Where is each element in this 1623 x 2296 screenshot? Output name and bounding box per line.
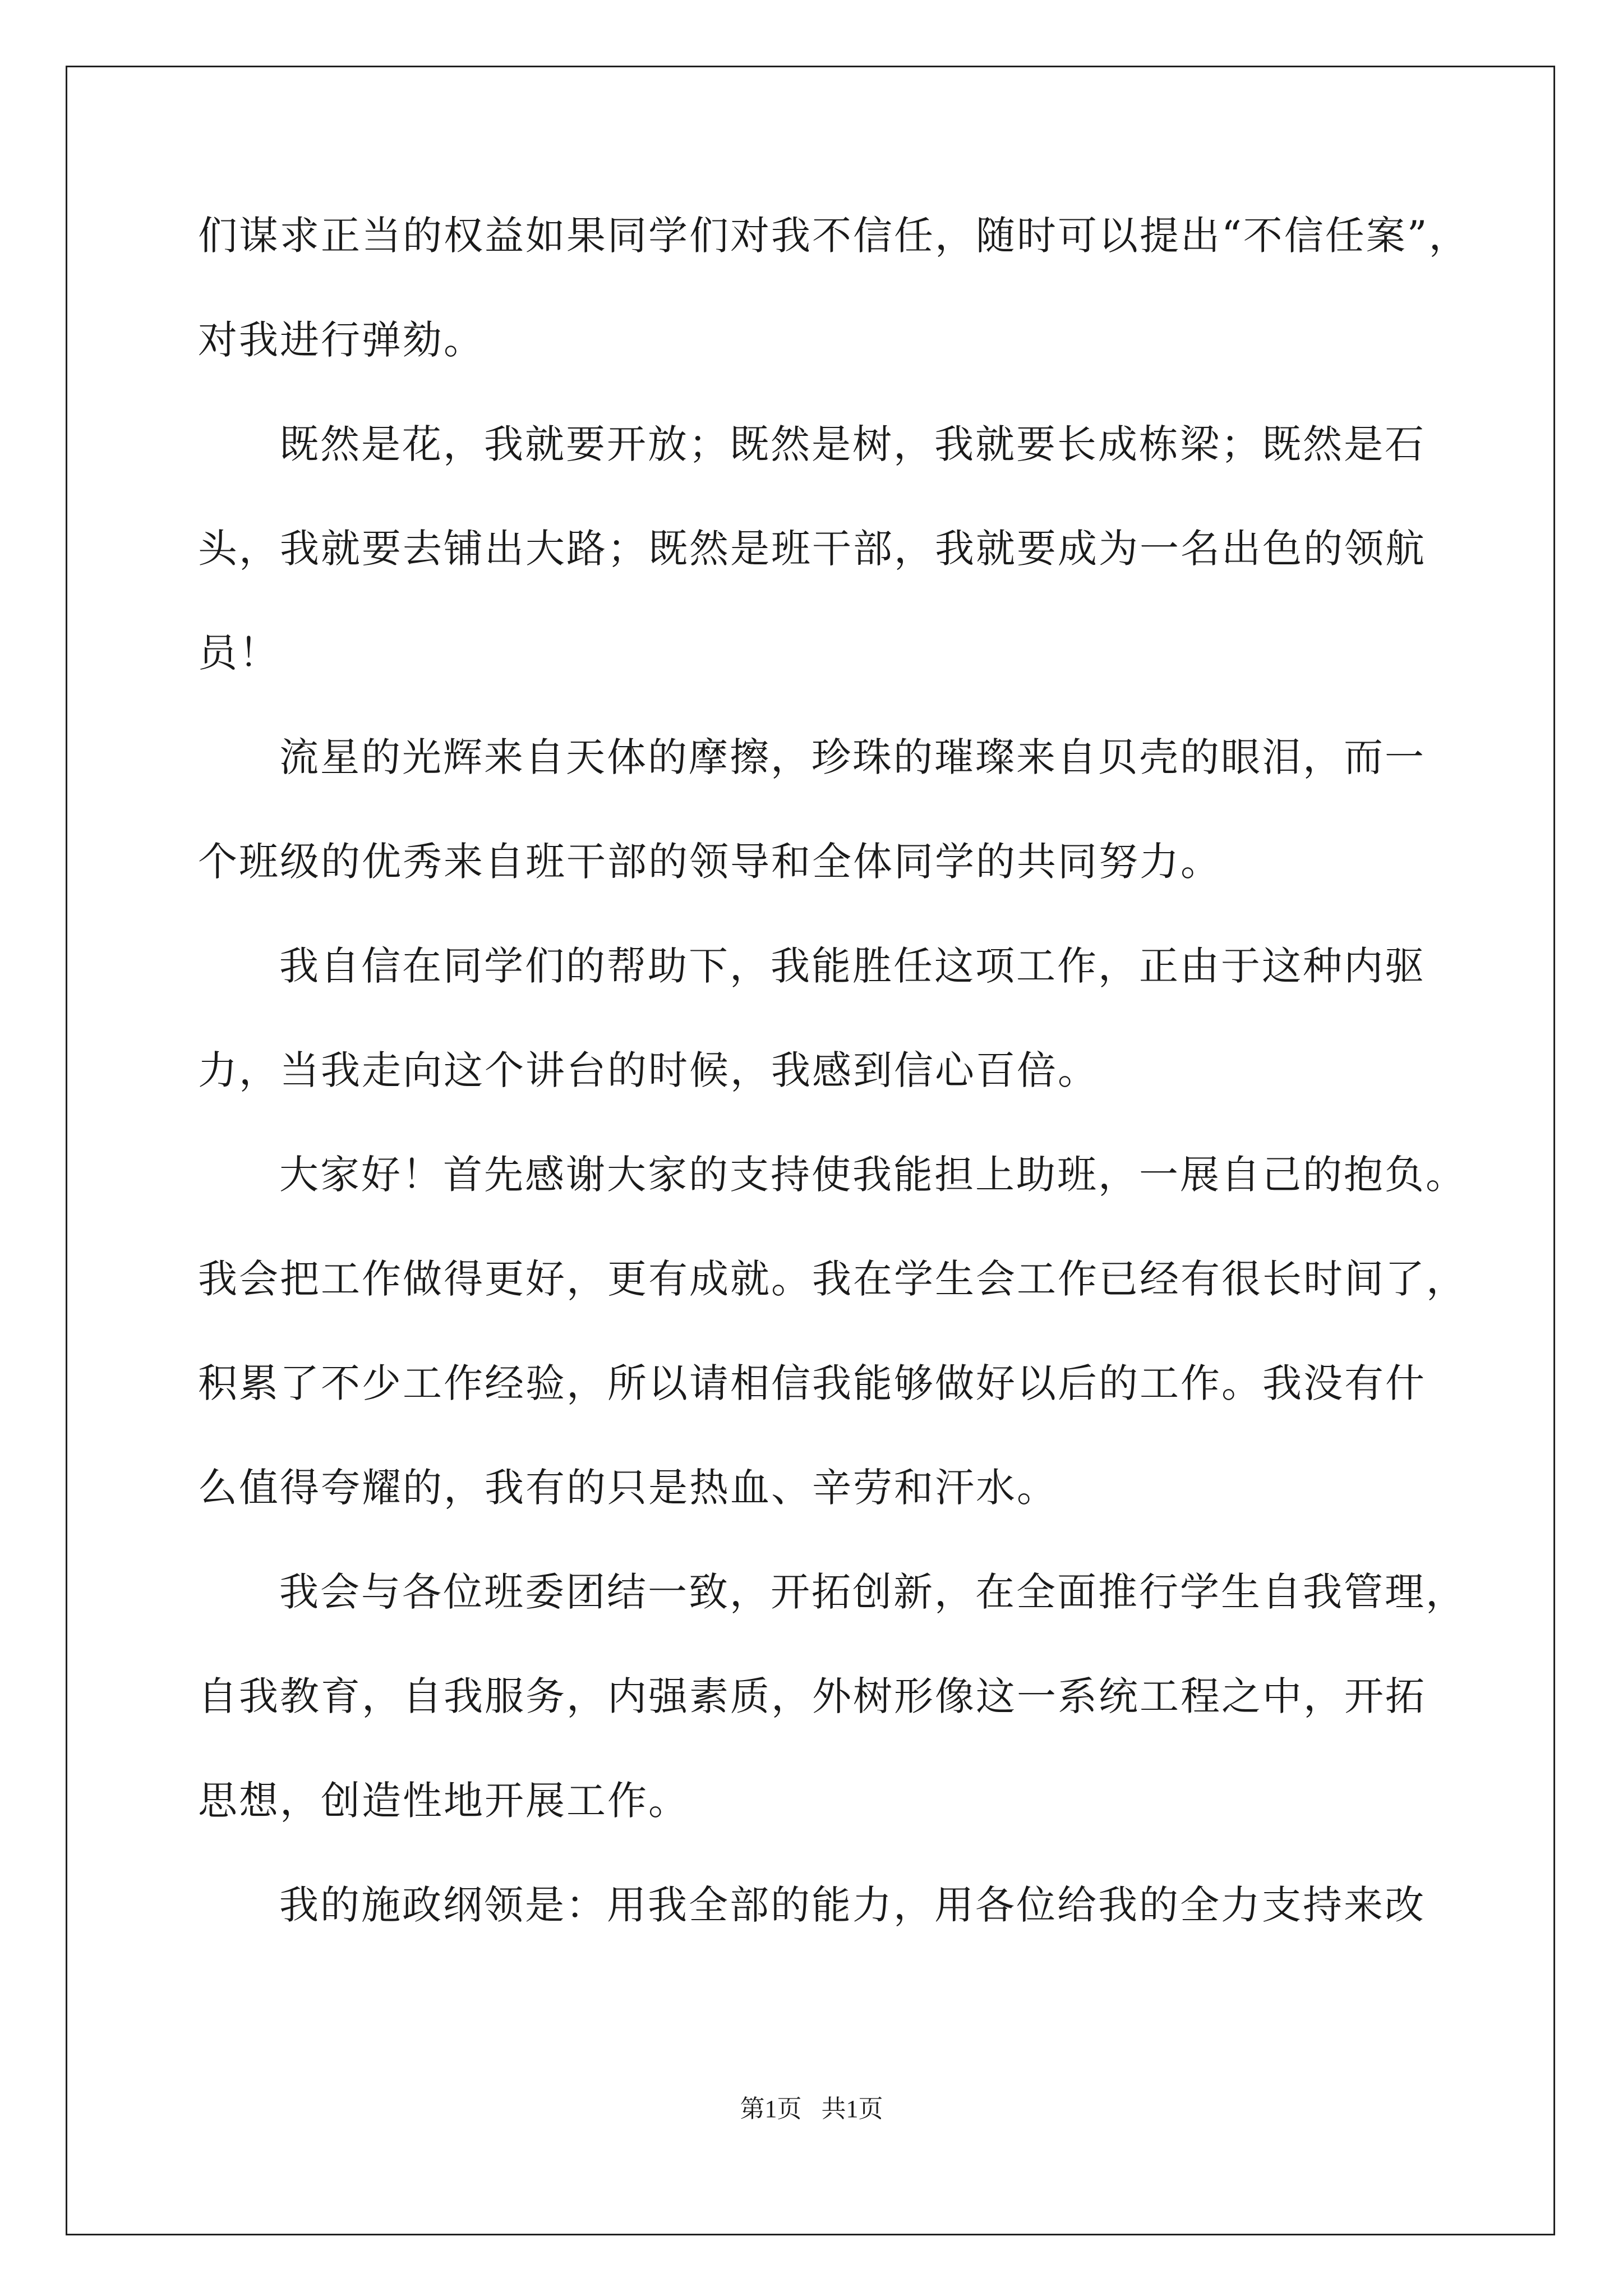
paragraph-start: 既然是花，我就要开放；既然是树，我就要长成栋梁；既然是石 (279, 421, 1426, 467)
page-number: 第1页 (740, 2095, 802, 2123)
text-line: 们谋求正当的权益如果同学们对我不信任，随时可以提出“不信任案”， (198, 213, 1470, 259)
text-line: 思想，创造性地开展工作。 (198, 1778, 689, 1824)
paragraph-start: 流星的光辉来自天体的摩擦，珍珠的璀璨来自贝壳的眼泪，而一 (279, 734, 1426, 780)
paragraph-start: 大家好！首先感谢大家的支持使我能担上助班，一展自己的抱负。 (279, 1152, 1467, 1198)
text-line: 员！ (198, 630, 280, 676)
text-line: 积累了不少工作经验，所以请相信我能够做好以后的工作。我没有什 (198, 1360, 1426, 1406)
paragraph-start: 我会与各位班委团结一致，开拓创新，在全面推行学生自我管理， (279, 1569, 1467, 1615)
text-line: 么值得夸耀的，我有的只是热血、辛劳和汗水。 (198, 1465, 1058, 1511)
paragraph-start: 我自信在同学们的帮助下，我能胜任这项工作，正由于这种内驱 (279, 943, 1426, 989)
text-line: 对我进行弹劾。 (198, 317, 485, 363)
text-line: 我会把工作做得更好，更有成就。我在学生会工作已经有很长时间了， (198, 1256, 1467, 1302)
text-line: 力，当我走向这个讲台的时候，我感到信心百倍。 (198, 1047, 1099, 1093)
page-footer (0, 2092, 1623, 2126)
text-line: 自我教育，自我服务，内强素质，外树形像这一系统工程之中，开拓 (198, 1673, 1426, 1719)
page-total: 共1页 (821, 2095, 883, 2123)
paragraph-start: 我的施政纲领是：用我全部的能力，用各位给我的全力支持来改 (279, 1882, 1426, 1928)
text-line: 头，我就要去铺出大路；既然是班干部，我就要成为一名出色的领航 (198, 526, 1426, 572)
text-line: 个班级的优秀来自班干部的领导和全体同学的共同努力。 (198, 839, 1221, 885)
